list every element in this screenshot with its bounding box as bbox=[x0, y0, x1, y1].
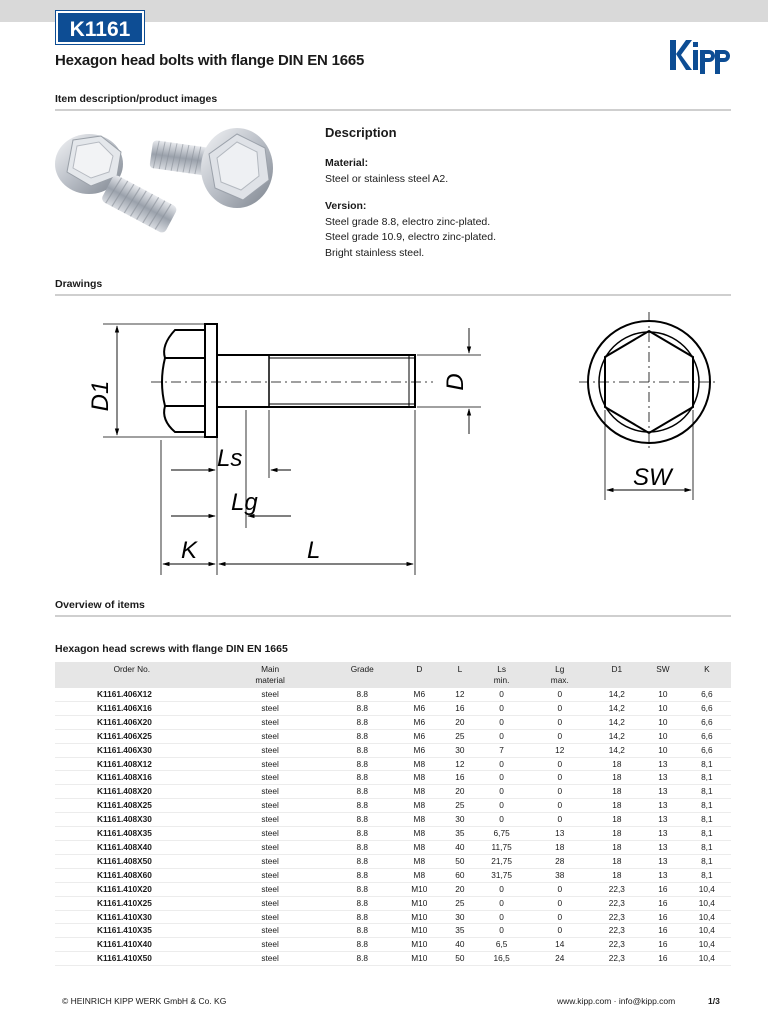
header-label: Grade bbox=[350, 664, 374, 674]
table-cell: 28 bbox=[529, 854, 590, 868]
table-row bbox=[55, 827, 731, 841]
table-cell: 38 bbox=[529, 868, 590, 882]
table-cell: 0 bbox=[474, 701, 529, 715]
table-cell: M8 bbox=[393, 868, 446, 882]
table-header-cell bbox=[446, 662, 475, 688]
table-cell: 18 bbox=[591, 799, 644, 813]
table-cell: 10,4 bbox=[683, 896, 731, 910]
table-cell: 0 bbox=[474, 688, 529, 701]
table-cell: 8.8 bbox=[332, 827, 393, 841]
table-cell: 8.8 bbox=[332, 757, 393, 771]
table-cell: M6 bbox=[393, 701, 446, 715]
table-cell: 40 bbox=[446, 938, 475, 952]
table-cell: steel bbox=[209, 910, 332, 924]
table-cell: 10,4 bbox=[683, 952, 731, 966]
table-cell: 25 bbox=[446, 896, 475, 910]
table-cell: 0 bbox=[474, 757, 529, 771]
table-cell: steel bbox=[209, 840, 332, 854]
table-cell: 16,5 bbox=[474, 952, 529, 966]
header-sublabel: min. bbox=[493, 675, 510, 685]
table-cell: 16 bbox=[643, 910, 683, 924]
table-cell: 8.8 bbox=[332, 715, 393, 729]
order-number-cell: K1161.406X16 bbox=[55, 701, 209, 715]
order-number-cell: K1161.406X25 bbox=[55, 729, 209, 743]
table-cell: M10 bbox=[393, 924, 446, 938]
technical-drawing bbox=[55, 300, 731, 590]
table-row bbox=[55, 785, 731, 799]
order-number-cell: K1161.408X35 bbox=[55, 827, 209, 841]
product-code-badge: K1161 bbox=[56, 11, 144, 44]
dim-label-lg: Lg bbox=[231, 489, 258, 516]
table-row bbox=[55, 868, 731, 882]
table-cell: 8.8 bbox=[332, 799, 393, 813]
table-cell: 6,75 bbox=[474, 827, 529, 841]
order-number-cell: K1161.410X50 bbox=[55, 952, 209, 966]
table-cell: 10 bbox=[643, 729, 683, 743]
table-header-cell bbox=[209, 662, 332, 688]
table-cell: 8,1 bbox=[683, 785, 731, 799]
table-header-cell bbox=[393, 662, 446, 688]
table-cell: 0 bbox=[474, 813, 529, 827]
header-label: D1 bbox=[611, 664, 623, 674]
table-cell: 13 bbox=[643, 813, 683, 827]
table-cell: 16 bbox=[446, 771, 475, 785]
dim-label-ls: Ls bbox=[217, 445, 243, 472]
table-title: Hexagon head screws with flange DIN EN 1665 bbox=[55, 643, 288, 655]
table-cell: M8 bbox=[393, 785, 446, 799]
table-cell: 8.8 bbox=[332, 785, 393, 799]
table-cell: 21,75 bbox=[474, 854, 529, 868]
table-cell: steel bbox=[209, 785, 332, 799]
table-header-cell bbox=[643, 662, 683, 688]
table-cell: 8.8 bbox=[332, 743, 393, 757]
table-cell: 13 bbox=[643, 785, 683, 799]
table-cell: 10,4 bbox=[683, 924, 731, 938]
table-cell: 14,2 bbox=[591, 688, 644, 701]
order-number-cell: K1161.406X20 bbox=[55, 715, 209, 729]
table-cell: 22,3 bbox=[591, 938, 644, 952]
header-label: K bbox=[704, 664, 710, 674]
table-cell: M8 bbox=[393, 799, 446, 813]
dim-label-sw: SW bbox=[633, 464, 672, 491]
table-cell: 0 bbox=[529, 799, 590, 813]
table-cell: 18 bbox=[591, 757, 644, 771]
header-label: L bbox=[457, 664, 463, 674]
table-row bbox=[55, 757, 731, 771]
table-cell: 18 bbox=[591, 771, 644, 785]
table-cell: 6,6 bbox=[683, 729, 731, 743]
table-cell: M8 bbox=[393, 840, 446, 854]
table-cell: 8.8 bbox=[332, 868, 393, 882]
table-cell: 14 bbox=[529, 938, 590, 952]
table-cell: 8.8 bbox=[332, 729, 393, 743]
table-cell: M10 bbox=[393, 910, 446, 924]
table-cell: 16 bbox=[446, 701, 475, 715]
table-cell: 0 bbox=[529, 785, 590, 799]
table-cell: 12 bbox=[529, 743, 590, 757]
table-cell: 22,3 bbox=[591, 924, 644, 938]
page-title: Hexagon head bolts with flange DIN EN 1665 bbox=[55, 52, 365, 69]
table-cell: 10,4 bbox=[683, 938, 731, 952]
description-title: Description bbox=[325, 125, 397, 140]
version-line: Bright stainless steel. bbox=[325, 246, 425, 259]
table-header-cell bbox=[529, 662, 590, 688]
order-number-cell: K1161.408X16 bbox=[55, 771, 209, 785]
table-cell: 30 bbox=[446, 743, 475, 757]
table-cell: 0 bbox=[529, 701, 590, 715]
table-cell: 8.8 bbox=[332, 688, 393, 701]
table-cell: 13 bbox=[643, 827, 683, 841]
order-number-cell: K1161.408X30 bbox=[55, 813, 209, 827]
table-cell: steel bbox=[209, 771, 332, 785]
table-cell: 8.8 bbox=[332, 840, 393, 854]
header-label: SW bbox=[656, 664, 670, 674]
table-cell: steel bbox=[209, 827, 332, 841]
table-row bbox=[55, 729, 731, 743]
header-sublabel: material bbox=[255, 675, 285, 685]
table-cell: 6,6 bbox=[683, 701, 731, 715]
table-cell: 20 bbox=[446, 882, 475, 896]
table-cell: 0 bbox=[529, 896, 590, 910]
order-number-cell: K1161.408X60 bbox=[55, 868, 209, 882]
table-row bbox=[55, 952, 731, 966]
table-cell: 0 bbox=[474, 924, 529, 938]
table-cell: 14,2 bbox=[591, 701, 644, 715]
section-heading-item-description: Item description/product images bbox=[55, 93, 218, 105]
table-cell: 13 bbox=[643, 757, 683, 771]
table-header-cell bbox=[683, 662, 731, 688]
section-divider bbox=[55, 294, 731, 296]
table-cell: 16 bbox=[643, 952, 683, 966]
table-cell: M6 bbox=[393, 715, 446, 729]
table-cell: 13 bbox=[529, 827, 590, 841]
table-cell: 0 bbox=[529, 924, 590, 938]
table-cell: 0 bbox=[529, 910, 590, 924]
table-cell: 6,6 bbox=[683, 688, 731, 701]
section-divider bbox=[55, 615, 731, 617]
table-cell: 20 bbox=[446, 715, 475, 729]
table-cell: M8 bbox=[393, 757, 446, 771]
order-number-cell: K1161.410X40 bbox=[55, 938, 209, 952]
table-row bbox=[55, 840, 731, 854]
table-cell: steel bbox=[209, 896, 332, 910]
section-divider bbox=[55, 109, 731, 111]
table-cell: 30 bbox=[446, 910, 475, 924]
table-cell: 0 bbox=[474, 771, 529, 785]
table-cell: M6 bbox=[393, 729, 446, 743]
table-cell: steel bbox=[209, 952, 332, 966]
version-block bbox=[325, 199, 496, 261]
table-cell: 0 bbox=[474, 882, 529, 896]
section-heading-overview: Overview of items bbox=[55, 599, 145, 611]
table-cell: 8.8 bbox=[332, 910, 393, 924]
version-line: Steel grade 8.8, electro zinc-plated. bbox=[325, 215, 491, 228]
table-cell: 0 bbox=[474, 729, 529, 743]
table-cell: 18 bbox=[591, 813, 644, 827]
table-cell: 10,4 bbox=[683, 882, 731, 896]
table-row bbox=[55, 771, 731, 785]
material-text: Steel or stainless steel A2. bbox=[325, 172, 449, 185]
table-row bbox=[55, 882, 731, 896]
table-cell: 31,75 bbox=[474, 868, 529, 882]
table-cell: 18 bbox=[591, 827, 644, 841]
table-row bbox=[55, 896, 731, 910]
table-cell: 14,2 bbox=[591, 729, 644, 743]
table-cell: 22,3 bbox=[591, 896, 644, 910]
table-cell: steel bbox=[209, 701, 332, 715]
footer-contact: www.kipp.com · info@kipp.com bbox=[557, 996, 676, 1006]
table-cell: steel bbox=[209, 799, 332, 813]
table-row bbox=[55, 688, 731, 701]
material-block bbox=[325, 156, 448, 187]
table-cell: 0 bbox=[529, 715, 590, 729]
table-cell: 0 bbox=[529, 813, 590, 827]
table-cell: 20 bbox=[446, 785, 475, 799]
section-heading-drawings: Drawings bbox=[55, 278, 103, 290]
order-number-cell: K1161.408X12 bbox=[55, 757, 209, 771]
dim-label-l: L bbox=[307, 537, 321, 564]
table-cell: 16 bbox=[643, 882, 683, 896]
table-cell: steel bbox=[209, 924, 332, 938]
table-cell: 13 bbox=[643, 771, 683, 785]
table-cell: M6 bbox=[393, 743, 446, 757]
table-cell: 18 bbox=[591, 840, 644, 854]
table-cell: 8,1 bbox=[683, 854, 731, 868]
table-cell: 18 bbox=[591, 868, 644, 882]
table-cell: 13 bbox=[643, 799, 683, 813]
table-header-row bbox=[55, 662, 731, 688]
table-cell: M8 bbox=[393, 771, 446, 785]
order-number-cell: K1161.408X40 bbox=[55, 840, 209, 854]
order-number-cell: K1161.410X25 bbox=[55, 896, 209, 910]
table-cell: 0 bbox=[474, 799, 529, 813]
table-cell: 22,3 bbox=[591, 882, 644, 896]
table-cell: 6,6 bbox=[683, 715, 731, 729]
header-label: D bbox=[416, 664, 423, 674]
table-cell: 8,1 bbox=[683, 757, 731, 771]
table-cell: 8.8 bbox=[332, 924, 393, 938]
table-cell: 14,2 bbox=[591, 743, 644, 757]
order-number-cell: K1161.408X20 bbox=[55, 785, 209, 799]
table-cell: 25 bbox=[446, 799, 475, 813]
order-number-cell: K1161.408X50 bbox=[55, 854, 209, 868]
table-cell: 8,1 bbox=[683, 771, 731, 785]
table-cell: 7 bbox=[474, 743, 529, 757]
table-cell: 22,3 bbox=[591, 952, 644, 966]
table-cell: steel bbox=[209, 729, 332, 743]
table-cell: 8.8 bbox=[332, 771, 393, 785]
table-cell: 8,1 bbox=[683, 868, 731, 882]
table-cell: 16 bbox=[643, 896, 683, 910]
table-cell: 8.8 bbox=[332, 952, 393, 966]
header-label: Ls bbox=[497, 664, 506, 674]
specification-table bbox=[55, 662, 731, 966]
order-number-cell: K1161.410X35 bbox=[55, 924, 209, 938]
table-cell: 0 bbox=[529, 757, 590, 771]
table-cell: 0 bbox=[474, 715, 529, 729]
table-cell: 0 bbox=[529, 688, 590, 701]
table-row bbox=[55, 715, 731, 729]
table-cell: 8,1 bbox=[683, 840, 731, 854]
table-cell: 16 bbox=[643, 938, 683, 952]
table-cell: steel bbox=[209, 813, 332, 827]
table-body bbox=[55, 688, 731, 966]
table-cell: 8.8 bbox=[332, 896, 393, 910]
table-cell: 8.8 bbox=[332, 938, 393, 952]
header-label: Order No. bbox=[113, 664, 151, 674]
table-cell: 8.8 bbox=[332, 813, 393, 827]
table-cell: M6 bbox=[393, 688, 446, 701]
table-cell: steel bbox=[209, 688, 332, 701]
table-row bbox=[55, 701, 731, 715]
order-number-cell: K1161.410X30 bbox=[55, 910, 209, 924]
table-header-cell bbox=[591, 662, 644, 688]
table-cell: 8.8 bbox=[332, 701, 393, 715]
table-cell: steel bbox=[209, 757, 332, 771]
table-cell: 50 bbox=[446, 952, 475, 966]
table-cell: 40 bbox=[446, 840, 475, 854]
table-cell: M8 bbox=[393, 854, 446, 868]
table-row bbox=[55, 813, 731, 827]
table-cell: 0 bbox=[529, 729, 590, 743]
table-row bbox=[55, 910, 731, 924]
kipp-logo bbox=[670, 38, 732, 74]
table-header-cell bbox=[332, 662, 393, 688]
table-cell: 10 bbox=[643, 701, 683, 715]
table-row bbox=[55, 743, 731, 757]
table-cell: 50 bbox=[446, 854, 475, 868]
table-cell: 10 bbox=[643, 715, 683, 729]
table-cell: 11,75 bbox=[474, 840, 529, 854]
table-cell: 6,6 bbox=[683, 743, 731, 757]
table-cell: M8 bbox=[393, 827, 446, 841]
table-cell: M10 bbox=[393, 896, 446, 910]
table-cell: steel bbox=[209, 938, 332, 952]
table-cell: steel bbox=[209, 854, 332, 868]
table-cell: 8.8 bbox=[332, 854, 393, 868]
material-label: Material: bbox=[325, 157, 369, 169]
table-cell: 8.8 bbox=[332, 882, 393, 896]
table-cell: 8,1 bbox=[683, 827, 731, 841]
table-cell: 12 bbox=[446, 757, 475, 771]
table-cell: M10 bbox=[393, 952, 446, 966]
dim-label-k: K bbox=[181, 537, 198, 564]
table-cell: 0 bbox=[529, 771, 590, 785]
version-line: Steel grade 10.9, electro zinc-plated. bbox=[325, 231, 497, 243]
table-cell: 60 bbox=[446, 868, 475, 882]
table-cell: 18 bbox=[591, 854, 644, 868]
page-number: 1/3 bbox=[708, 996, 720, 1006]
table-row bbox=[55, 799, 731, 813]
header-label: Main bbox=[261, 664, 280, 674]
table-cell: 13 bbox=[643, 840, 683, 854]
table-cell: 13 bbox=[643, 868, 683, 882]
table-cell: steel bbox=[209, 882, 332, 896]
table-cell: 10 bbox=[643, 688, 683, 701]
table-header-cell bbox=[474, 662, 529, 688]
table-cell: M8 bbox=[393, 813, 446, 827]
order-number-cell: K1161.406X12 bbox=[55, 688, 209, 701]
table-cell: 8,1 bbox=[683, 813, 731, 827]
table-row bbox=[55, 924, 731, 938]
table-cell: 14,2 bbox=[591, 715, 644, 729]
table-cell: 8,1 bbox=[683, 799, 731, 813]
table-cell: 12 bbox=[446, 688, 475, 701]
table-cell: 13 bbox=[643, 854, 683, 868]
table-cell: M10 bbox=[393, 938, 446, 952]
table-cell: 16 bbox=[643, 924, 683, 938]
product-image bbox=[55, 120, 277, 250]
order-number-cell: K1161.406X30 bbox=[55, 743, 209, 757]
table-cell: 6,5 bbox=[474, 938, 529, 952]
table-cell: 10,4 bbox=[683, 910, 731, 924]
table-header-cell bbox=[55, 662, 209, 688]
dim-label-d: D bbox=[442, 373, 469, 391]
table-cell: 18 bbox=[529, 840, 590, 854]
table-cell: 0 bbox=[474, 910, 529, 924]
dim-label-d1: D1 bbox=[87, 380, 114, 412]
table-cell: M10 bbox=[393, 882, 446, 896]
footer-copyright: © HEINRICH KIPP WERK GmbH & Co. KG bbox=[62, 996, 227, 1006]
version-label: Version: bbox=[325, 200, 367, 212]
table-cell: 35 bbox=[446, 924, 475, 938]
table-cell: 18 bbox=[591, 785, 644, 799]
table-cell: 24 bbox=[529, 952, 590, 966]
table-cell: 0 bbox=[474, 785, 529, 799]
table-cell: 0 bbox=[529, 882, 590, 896]
table-cell: 25 bbox=[446, 729, 475, 743]
order-number-cell: K1161.410X20 bbox=[55, 882, 209, 896]
table-cell: steel bbox=[209, 743, 332, 757]
table-cell: steel bbox=[209, 715, 332, 729]
table-cell: 22,3 bbox=[591, 910, 644, 924]
table-row bbox=[55, 938, 731, 952]
table-cell: 30 bbox=[446, 813, 475, 827]
table-cell: 10 bbox=[643, 743, 683, 757]
header-label: Lg bbox=[555, 664, 565, 674]
table-cell: 0 bbox=[474, 896, 529, 910]
header-sublabel: max. bbox=[550, 675, 569, 685]
table-cell: steel bbox=[209, 868, 332, 882]
table-row bbox=[55, 854, 731, 868]
order-number-cell: K1161.408X25 bbox=[55, 799, 209, 813]
table-cell: 35 bbox=[446, 827, 475, 841]
